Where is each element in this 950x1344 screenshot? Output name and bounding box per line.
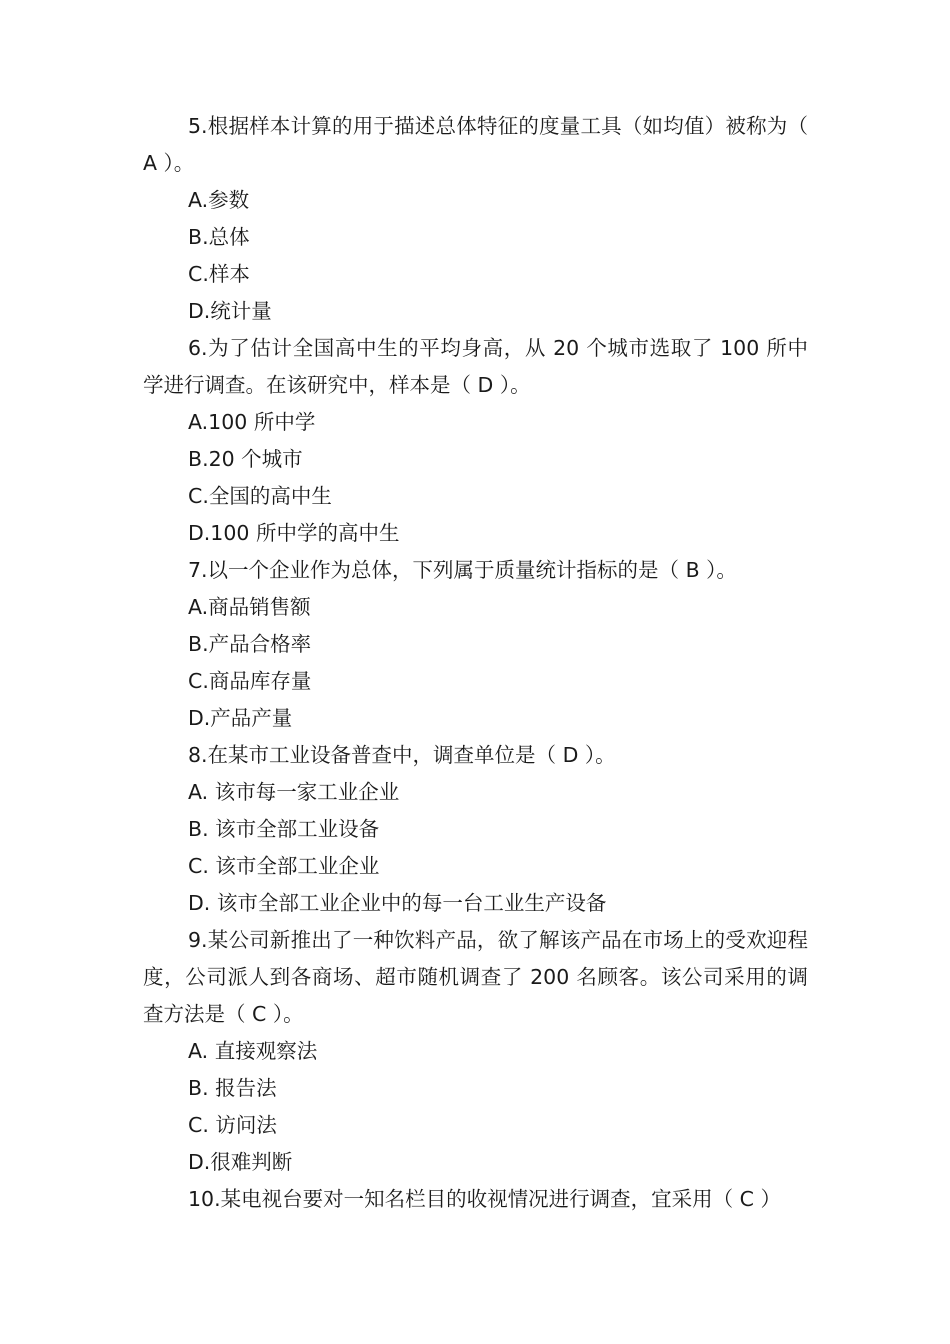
question-5-option-c: C.样本 (188, 262, 250, 286)
question-8-option-b: B. 该市全部工业设备 (188, 817, 380, 841)
question-9-option-a: A. 直接观察法 (188, 1039, 318, 1063)
question-list (143, 108, 808, 1218)
question-8-stem: 8.在某市工业设备普查中，调查单位是（ D ）。 (188, 743, 616, 767)
question-6-option-c: C.全国的高中生 (188, 484, 332, 508)
question-5-option-b: B.总体 (188, 225, 250, 249)
question-7-option-b: B.产品合格率 (188, 632, 312, 656)
question-8-option-d: D. 该市全部工业企业中的每一台工业生产设备 (188, 891, 607, 915)
question-8-option-a: A. 该市每一家工业企业 (188, 780, 400, 804)
question-6-option-b: B.20 个城市 (188, 447, 303, 471)
question-6-option-a: A.100 所中学 (188, 410, 316, 434)
question-6-option-d: D.100 所中学的高中生 (188, 521, 400, 545)
question-6-stem: 6.为了估计全国高中生的平均身高，从 20 个城市选取了 100 所中学进行调查。在该研究中，样本是（ D ）。 (143, 336, 808, 397)
question-10-stem: 10.某电视台要对一知名栏目的收视情况进行调查，宜采用（ C ） (188, 1187, 781, 1211)
question-7-stem: 7.以一个企业作为总体，下列属于质量统计指标的是（ B ）。 (188, 558, 737, 582)
question-9-stem: 9.某公司新推出了一种饮料产品，欲了解该产品在市场上的受欢迎程度，公司派人到各商场、超市随机调查了 200 名顾客。该公司采用的调查方法是（ C ）。 (143, 928, 808, 1026)
question-7-option-c: C.商品库存量 (188, 669, 312, 693)
question-9-option-d: D.很难判断 (188, 1150, 293, 1174)
question-8-option-c: C. 该市全部工业企业 (188, 854, 380, 878)
question-5-stem: 5.根据样本计算的用于描述总体特征的度量工具（如均值）被称为（ A ）。 (143, 114, 808, 175)
question-9-option-b: B. 报告法 (188, 1076, 277, 1100)
question-7-option-a: A.商品销售额 (188, 595, 311, 619)
question-9-option-c: C. 访问法 (188, 1113, 277, 1137)
question-5-option-d: D.统计量 (188, 299, 272, 323)
question-7-option-d: D.产品产量 (188, 706, 293, 730)
question-5-option-a: A.参数 (188, 188, 250, 212)
